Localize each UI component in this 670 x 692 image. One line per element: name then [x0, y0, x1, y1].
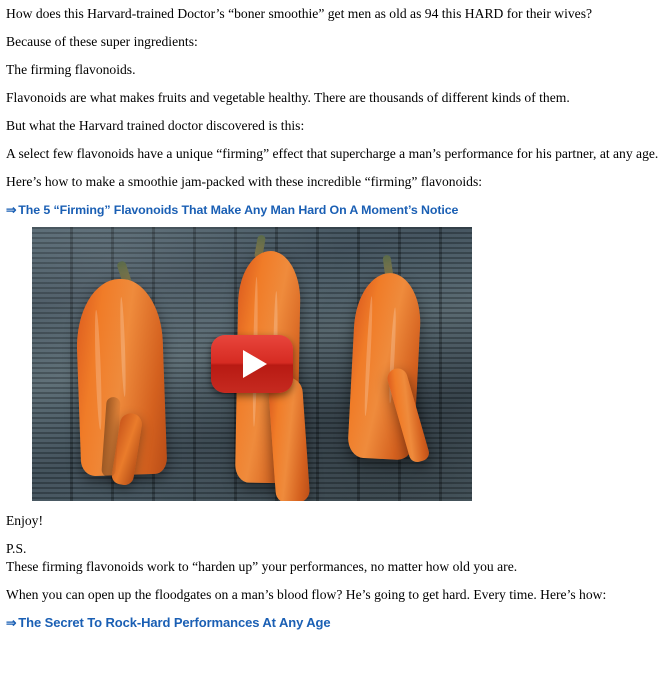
paragraph-ps-text: These firming flavonoids work to “harden up” your performances, no matter how old you are.: [6, 558, 518, 574]
paragraph-floodgates: When you can open up the floodgates on a man’s blood flow? He’s going to get hard. Every time. Here’s how:: [6, 586, 607, 602]
play-triangle-icon: [243, 350, 267, 378]
paragraph-select-few: A select few flavonoids have a unique “firming” effect that supercharge a man’s performance for his partner, at any age.: [6, 145, 659, 161]
paragraph-intro: Because of these super ingredients:: [6, 33, 198, 49]
arrow-right-icon: ⇒: [6, 202, 17, 217]
video-thumbnail[interactable]: [32, 227, 472, 501]
primary-cta-link[interactable]: The 5 “Firming” Flavonoids That Make Any Man Hard On A Moment’s Notice: [18, 202, 459, 217]
paragraph-discovery: But what the Harvard trained doctor discovered is this:: [6, 117, 305, 133]
paragraph-enjoy: Enjoy!: [6, 512, 43, 528]
paragraph-how-to: Here’s how to make a smoothie jam-packed with these incredible “firming” flavonoids:: [6, 173, 483, 189]
paragraph-firming-flavonoids: The firming flavonoids.: [6, 61, 136, 77]
paragraph-ps-label: P.S.: [6, 540, 27, 556]
paragraph-flavonoids-explained: Flavonoids are what makes fruits and vegetable healthy. There are thousands of different kinds of them.: [6, 89, 570, 105]
paragraph-headline: How does this Harvard-trained Doctor’s “boner smoothie” get men as old as 94 this HARD for their wives?: [6, 6, 593, 21]
primary-cta-link-row: [6, 202, 662, 217]
play-button-icon[interactable]: [211, 335, 293, 393]
arrow-right-icon: ⇒: [6, 615, 17, 630]
secondary-cta-link[interactable]: The Secret To Rock-Hard Performances At Any Age: [18, 614, 331, 630]
secondary-cta-link-row: [6, 615, 662, 630]
